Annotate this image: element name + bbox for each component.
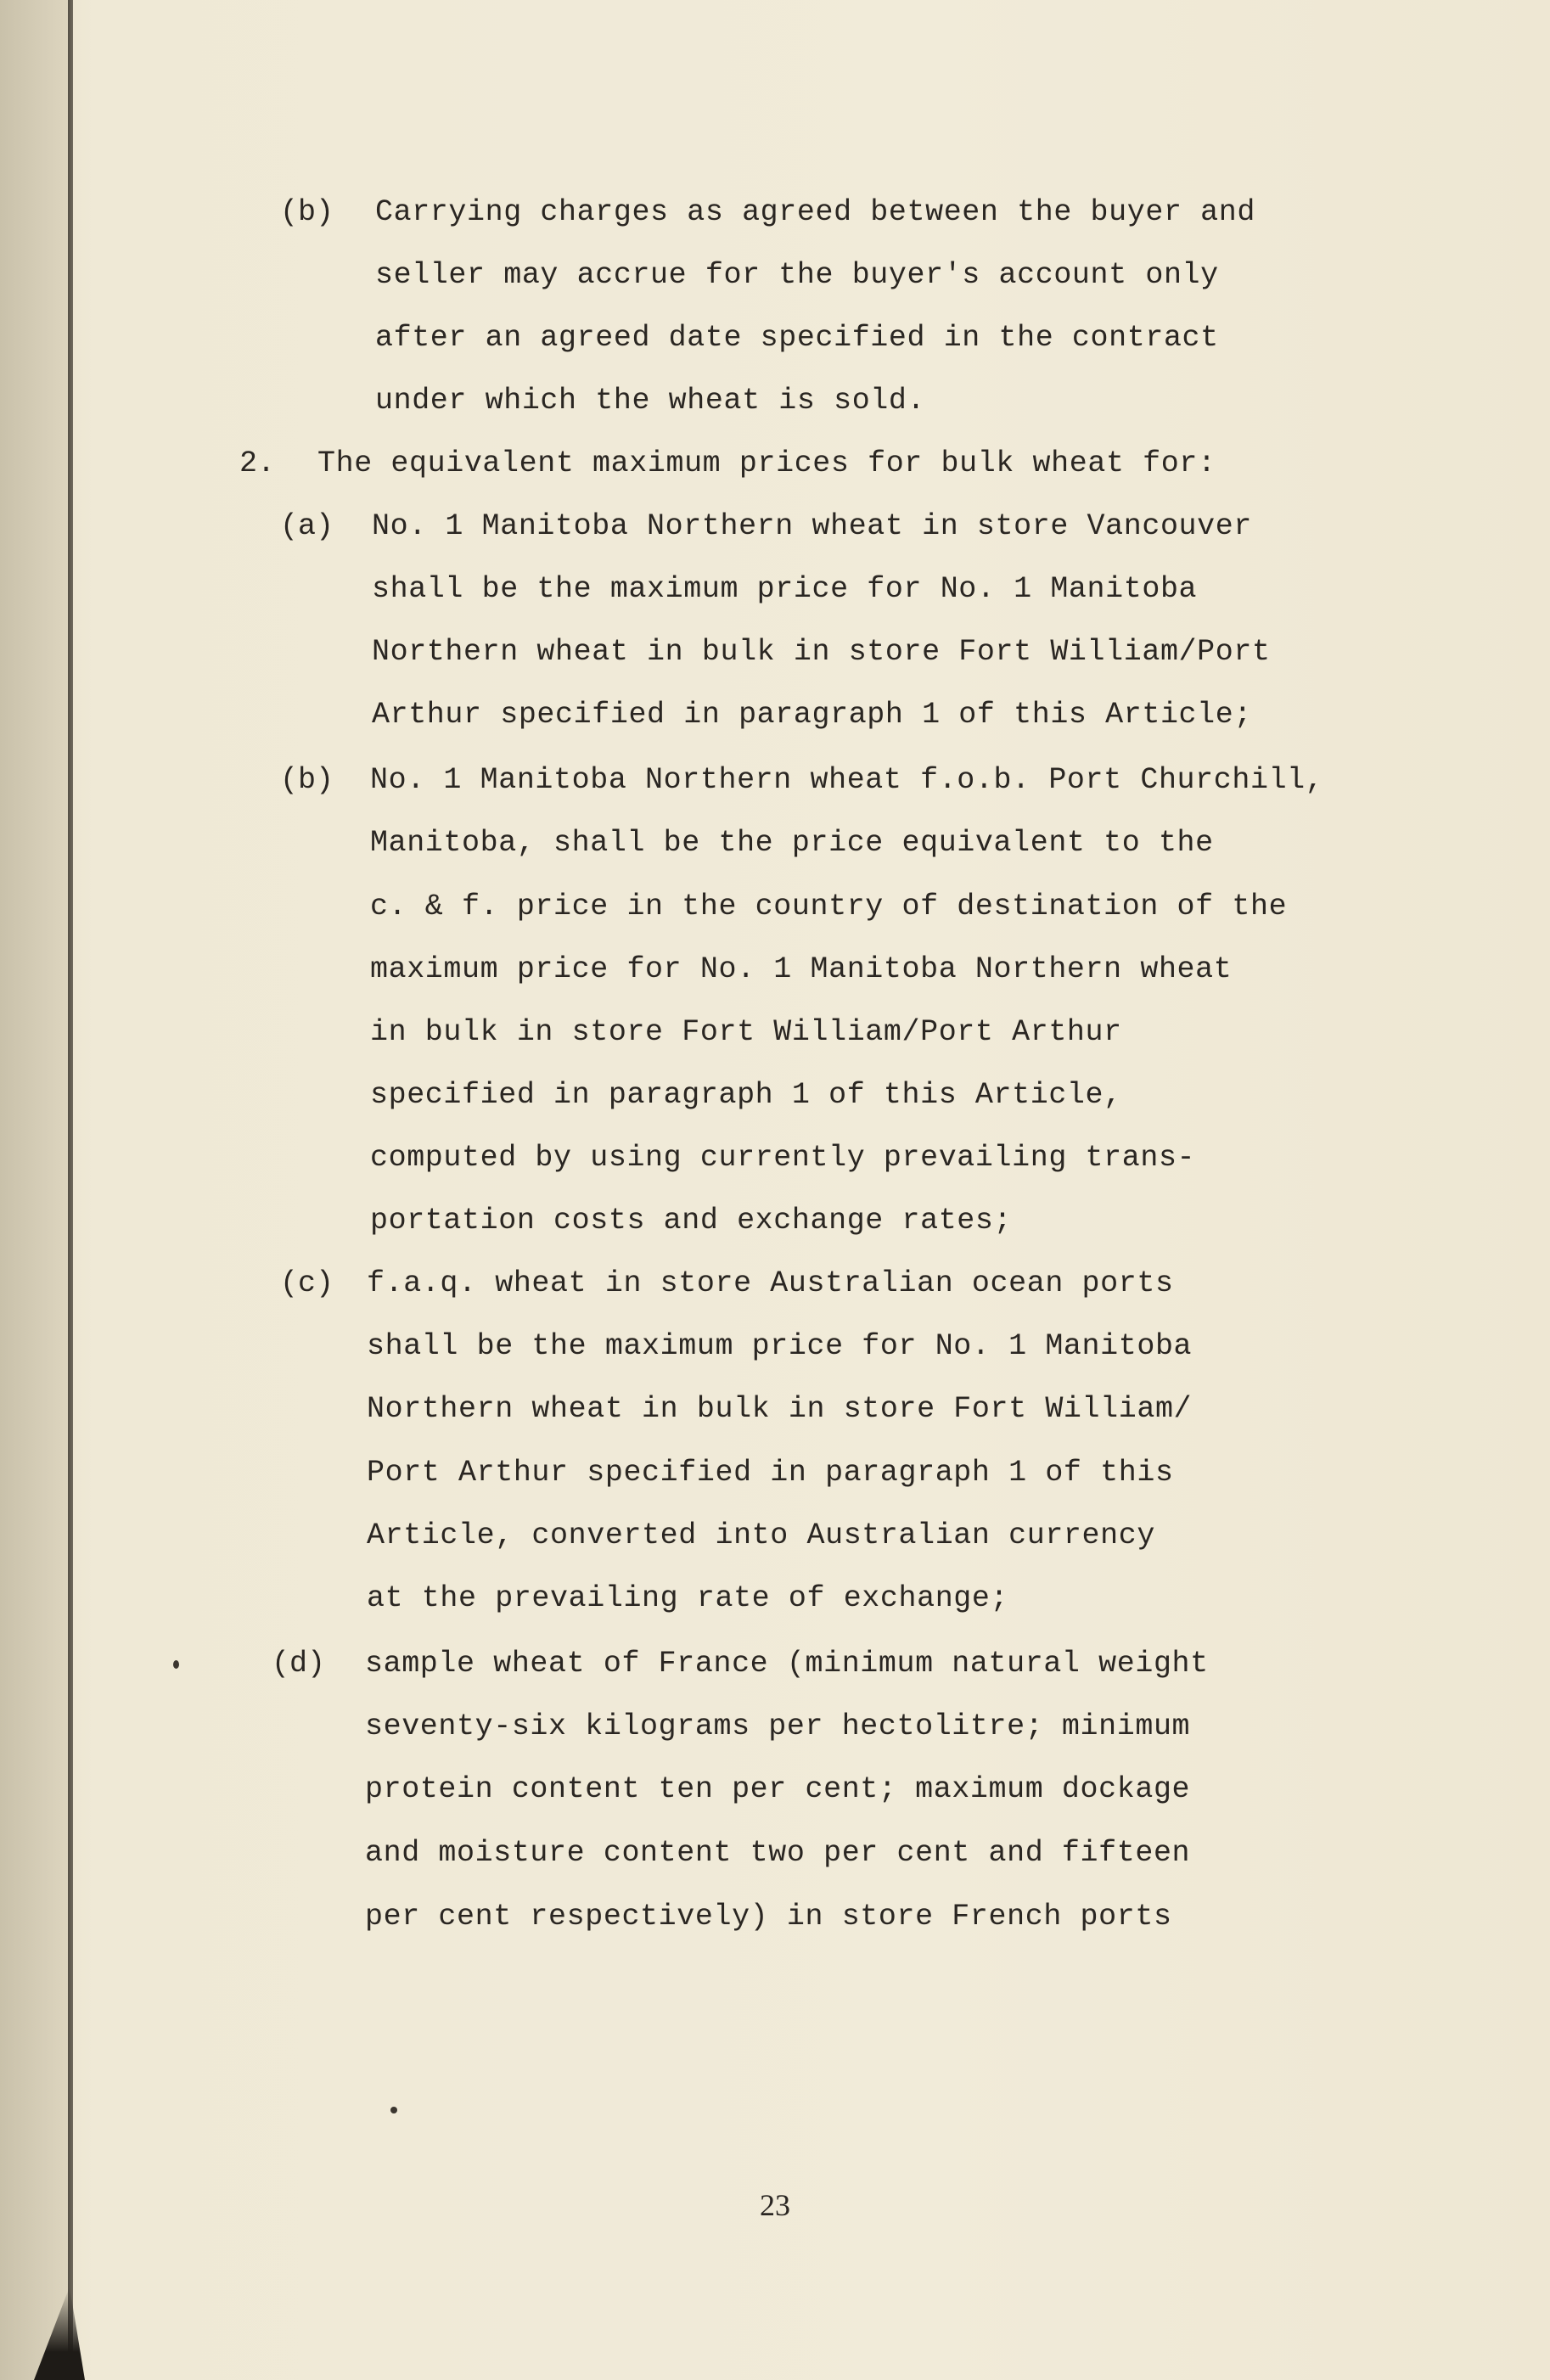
text-line: computed by using currently prevailing trans- bbox=[370, 1141, 1196, 1175]
item-label: 2. bbox=[239, 446, 276, 480]
text-line: maximum price for No. 1 Manitoba Northern wheat bbox=[370, 952, 1233, 986]
text-line: sample wheat of France (minimum natural weight bbox=[365, 1647, 1209, 1681]
text-line: shall be the maximum price for No. 1 Manitoba bbox=[367, 1329, 1193, 1363]
text-line: Northern wheat in bulk in store Fort William/Port bbox=[372, 635, 1271, 669]
text-line: portation costs and exchange rates; bbox=[370, 1204, 1013, 1238]
text-line: The equivalent maximum prices for bulk wheat for: bbox=[317, 446, 1216, 480]
text-line: specified in paragraph 1 of this Article, bbox=[370, 1078, 1122, 1112]
text-line: shall be the maximum price for No. 1 Manitoba bbox=[372, 572, 1198, 606]
item-label: (b) bbox=[280, 195, 334, 229]
text-line: Carrying charges as agreed between the buyer and bbox=[375, 195, 1255, 229]
text-line: No. 1 Manitoba Northern wheat in store Vancouver bbox=[372, 509, 1252, 543]
text-line: Arthur specified in paragraph 1 of this Article; bbox=[372, 698, 1252, 732]
item-label: (c) bbox=[280, 1266, 334, 1300]
text-line: f.a.q. wheat in store Australian ocean ports bbox=[367, 1266, 1174, 1300]
text-line: c. & f. price in the country of destination of the bbox=[370, 890, 1288, 923]
text-line: after an agreed date specified in the contract bbox=[375, 321, 1219, 355]
text-line: seller may accrue for the buyer's account only bbox=[375, 258, 1219, 292]
text-line: per cent respectively) in store French ports bbox=[365, 1900, 1172, 1934]
binding-edge bbox=[68, 0, 73, 2380]
ink-speck bbox=[390, 2107, 397, 2113]
text-line: and moisture content two per cent and fifteen bbox=[365, 1836, 1191, 1870]
text-line: at the prevailing rate of exchange; bbox=[367, 1581, 1009, 1615]
text-line: in bulk in store Fort William/Port Arthur bbox=[370, 1015, 1122, 1049]
text-line: Northern wheat in bulk in store Fort William/ bbox=[367, 1392, 1193, 1426]
binding-shadow bbox=[0, 0, 68, 2380]
text-line: under which the wheat is sold. bbox=[375, 384, 926, 418]
item-label: (b) bbox=[280, 763, 334, 797]
text-line: seventy-six kilograms per hectolitre; minimum bbox=[365, 1709, 1191, 1743]
item-label: (a) bbox=[280, 509, 334, 543]
ink-speck bbox=[173, 1660, 179, 1669]
text-line: Manitoba, shall be the price equivalent to the bbox=[370, 826, 1214, 860]
text-line: Port Arthur specified in paragraph 1 of this bbox=[367, 1456, 1174, 1490]
item-label: (d) bbox=[272, 1647, 326, 1681]
text-line: Article, converted into Australian currency bbox=[367, 1518, 1155, 1552]
text-line: protein content ten per cent; maximum dockage bbox=[365, 1772, 1191, 1806]
text-line: No. 1 Manitoba Northern wheat f.o.b. Port Churchill, bbox=[370, 763, 1324, 797]
page-number: 23 bbox=[760, 2188, 790, 2222]
